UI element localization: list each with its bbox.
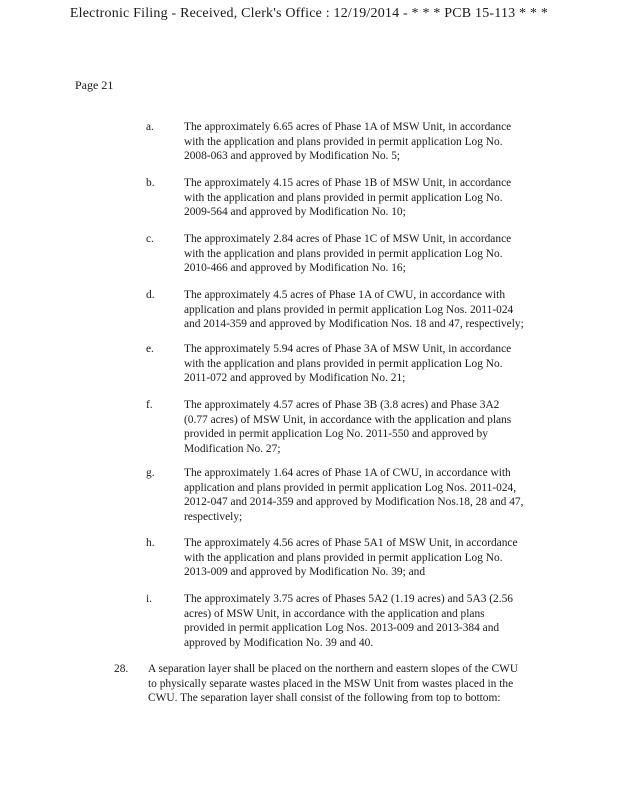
item-line: The approximately 4.57 acres of Phase 3B (3.8 acres) and Phase 3A2	[184, 399, 500, 411]
item-label: c.	[146, 233, 154, 245]
item-line: Modification No. 27;	[184, 442, 281, 455]
paragraph-line: A separation layer shall be placed on the northern and eastern slopes of the CWU	[148, 663, 519, 675]
item-label: f.	[146, 399, 153, 411]
item-line: 2013-009 and approved by Modification No. 39; and	[184, 566, 426, 579]
item-line: with the application and plans provided in permit application Log No.	[184, 135, 503, 148]
page-number: Page 21	[75, 78, 114, 92]
item-line: with the application and plans provided in permit application Log No.	[184, 247, 503, 260]
item-label: i.	[146, 593, 153, 605]
item-line: 2009-564 and approved by Modification No. 10;	[184, 206, 406, 219]
item-text	[184, 120, 546, 164]
filing-header: Electronic Filing - Received, Clerk's Office : 12/19/2014 - * * * PCB 15-113 * * *	[69, 6, 549, 21]
item-line: The approximately 3.75 acres of Phases 5A2 (1.19 acres) and 5A3 (2.56	[184, 593, 513, 605]
paragraph-text	[148, 662, 544, 706]
item-text	[184, 398, 546, 456]
item-line: provided in permit application Log Nos. 2013-009 and 2013-384 and	[184, 622, 500, 635]
item-text	[184, 176, 546, 220]
item-line: The approximately 1.64 acres of Phase 1A of CWU, in accordance with	[184, 467, 511, 479]
item-line: 2010-466 and approved by Modification No. 16;	[184, 262, 406, 275]
item-text	[184, 466, 546, 524]
item-line: approved by Modification No. 39 and 40.	[184, 636, 374, 649]
item-line: 2011-072 and approved by Modification No. 21;	[184, 372, 406, 385]
paragraph-line: to physically separate wastes placed in the MSW Unit from wastes placed in the	[148, 677, 514, 690]
item-line: The approximately 6.65 acres of Phase 1A of MSW Unit, in accordance	[184, 121, 512, 133]
item-text	[184, 232, 546, 276]
paragraph-line: CWU. The separation layer shall consist of the following from top to bottom:	[148, 692, 501, 705]
item-line: The approximately 2.84 acres of Phase 1C of MSW Unit, in accordance	[184, 233, 512, 245]
item-line: The approximately 4.5 acres of Phase 1A of CWU, in accordance with	[184, 289, 506, 301]
item-line: The approximately 4.15 acres of Phase 1B of MSW Unit, in accordance	[184, 177, 512, 189]
item-line: application and plans provided in permit application Log Nos. 2011-024,	[184, 481, 517, 494]
item-line: 2008-063 and approved by Modification No. 5;	[184, 150, 401, 163]
item-label: g.	[146, 467, 155, 479]
item-text	[184, 592, 546, 650]
item-line: acres) of MSW Unit, in accordance with the application and plans	[184, 607, 485, 620]
item-line: 2012-047 and 2014-359 and approved by Modification Nos.18, 28 and 47,	[184, 496, 524, 509]
item-label: h.	[146, 537, 155, 549]
item-line: with the application and plans provided in permit application Log No.	[184, 357, 503, 370]
item-label: e.	[146, 343, 154, 355]
item-text	[184, 288, 546, 332]
item-line: (0.77 acres) of MSW Unit, in accordance with the application and plans	[184, 413, 512, 426]
item-line: application and plans provided in permit application Log Nos. 2011-024	[184, 303, 514, 316]
item-line: with the application and plans provided in permit application Log No.	[184, 551, 503, 564]
item-label: d.	[146, 289, 155, 301]
item-label: a.	[146, 121, 154, 133]
item-text	[184, 342, 546, 386]
item-label: b.	[146, 177, 155, 189]
item-line: The approximately 5.94 acres of Phase 3A of MSW Unit, in accordance	[184, 343, 512, 355]
item-line: with the application and plans provided in permit application Log No.	[184, 191, 503, 204]
item-text	[184, 536, 546, 580]
paragraph-number: 28.	[114, 663, 129, 675]
item-line: respectively;	[184, 510, 243, 523]
item-line: provided in permit application Log No. 2011-550 and approved by	[184, 428, 488, 441]
item-line: The approximately 4.56 acres of Phase 5A1 of MSW Unit, in accordance	[184, 537, 518, 549]
item-line: and 2014-359 and approved by Modification Nos. 18 and 47, respectively;	[184, 318, 524, 331]
